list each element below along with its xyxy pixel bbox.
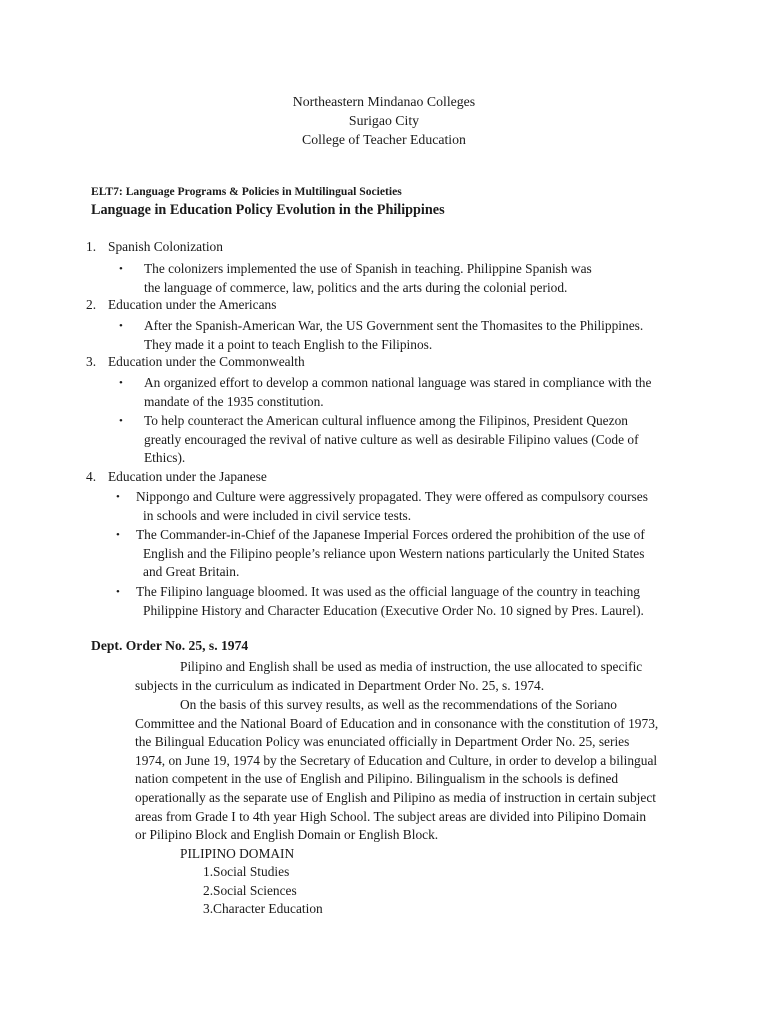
paragraph-line: 1974, on June 19, 1974 by the Secretary of Education and Culture, in order to develop a bilingual bbox=[135, 752, 658, 768]
bullet-icon: • bbox=[119, 377, 123, 389]
paragraph-line: On the basis of this survey results, as well as the recommendations of the Soriano bbox=[180, 697, 617, 712]
school-name: Northeastern Mindanao Colleges bbox=[292, 94, 476, 109]
city-name: Surigao City bbox=[348, 113, 420, 128]
dept-order-paragraph-2 bbox=[135, 696, 715, 845]
section-number: 2. bbox=[86, 297, 97, 312]
bullet-item bbox=[136, 583, 676, 620]
bullet-item bbox=[144, 412, 684, 468]
paragraph-line: areas from Grade I to 4th year High School. The subject areas are divided into Pilipino Domain bbox=[135, 808, 647, 824]
bullet-line: After the Spanish-American War, the US Government sent the Thomasites to the Philippines. bbox=[144, 318, 644, 333]
bullet-line: The Filipino language bloomed. It was used as the official language of the country in teaching bbox=[136, 584, 640, 599]
bullet-item bbox=[144, 374, 684, 411]
paragraph-line: Committee and the National Board of Education and in consonance with the constitution of 1973, bbox=[135, 715, 659, 731]
section-heading: Education under the Commonwealth bbox=[108, 354, 305, 369]
bullet-icon: • bbox=[116, 529, 120, 541]
course-title: ELT7: Language Programs & Policies in Multilingual Societies bbox=[91, 185, 402, 198]
bullet-line: the language of commerce, law, politics and the arts during the colonial period. bbox=[144, 279, 568, 295]
bullet-line: in schools and were included in civil service tests. bbox=[143, 507, 412, 523]
paragraph-line: or Pilipino Block and English Domain or English Block. bbox=[135, 827, 439, 843]
bullet-line: They made it a point to teach English to the Filipinos. bbox=[144, 336, 433, 352]
bullet-line: Ethics). bbox=[144, 450, 186, 466]
bullet-line: To help counteract the American cultural influence among the Filipinos, President Quezon bbox=[144, 413, 628, 428]
bullet-icon: • bbox=[116, 586, 120, 598]
bullet-line: The colonizers implemented the use of Spanish in teaching. Philippine Spanish was bbox=[144, 261, 592, 276]
bullet-icon: • bbox=[119, 415, 123, 427]
document-title: Language in Education Policy Evolution in the Philippines bbox=[91, 202, 445, 218]
bullet-line: and Great Britain. bbox=[143, 564, 240, 580]
pilipino-domain-title: PILIPINO DOMAIN bbox=[180, 846, 295, 861]
pilipino-domain-list bbox=[203, 863, 323, 919]
bullet-icon: • bbox=[116, 491, 120, 503]
paragraph-line: nation competent in the use of English and Pilipino. Bilingualism in the schools is defined bbox=[135, 771, 619, 787]
section-number: 4. bbox=[86, 469, 97, 484]
bullet-item bbox=[144, 317, 684, 354]
document-header bbox=[0, 92, 768, 149]
list-item: 2.Social Sciences bbox=[203, 882, 297, 898]
bullet-line: The Commander-in-Chief of the Japanese Imperial Forces ordered the prohibition of the use of bbox=[136, 527, 645, 542]
bullet-line: Philippine History and Character Education (Executive Order No. 10 signed by Pres. Laurel). bbox=[143, 602, 644, 618]
bullet-item bbox=[136, 526, 676, 582]
section-heading: Education under the Japanese bbox=[108, 469, 267, 484]
bullet-item bbox=[136, 488, 676, 525]
bullet-line: Nippongo and Culture were aggressively propagated. They were offered as compulsory courses bbox=[136, 489, 648, 504]
college-name: College of Teacher Education bbox=[302, 132, 466, 147]
section-heading: Education under the Americans bbox=[108, 297, 277, 312]
bullet-icon: • bbox=[119, 320, 123, 332]
section-number: 1. bbox=[86, 239, 97, 254]
bullet-line: greatly encouraged the revival of native culture as well as desirable Filipino values (Code of bbox=[144, 431, 639, 447]
paragraph-line: the Bilingual Education Policy was enunciated officially in Department Order No. 25, series bbox=[135, 734, 630, 750]
bullet-line: An organized effort to develop a common national language was stared in compliance with the bbox=[144, 375, 652, 390]
list-item: 3.Character Education bbox=[203, 901, 323, 917]
paragraph-line: subjects in the curriculum as indicated in Department Order No. 25, s. 1974. bbox=[135, 677, 545, 693]
bullet-icon: • bbox=[119, 263, 123, 275]
paragraph-line: Pilipino and English shall be used as media of instruction, the use allocated to specific bbox=[180, 659, 643, 674]
paragraph-line: operationally as the separate use of English and Pilipino as media of instruction in certain subject bbox=[135, 789, 656, 805]
section-heading: Spanish Colonization bbox=[108, 239, 223, 254]
bullet-line: English and the Filipino people’s reliance upon Western nations particularly the United States bbox=[143, 545, 645, 561]
bullet-item bbox=[144, 260, 684, 297]
bullet-line: mandate of the 1935 constitution. bbox=[144, 393, 324, 409]
list-item: 1.Social Studies bbox=[203, 864, 290, 879]
dept-order-paragraph-1 bbox=[135, 658, 715, 695]
section-number: 3. bbox=[86, 354, 97, 369]
dept-order-heading: Dept. Order No. 25, s. 1974 bbox=[91, 638, 249, 653]
